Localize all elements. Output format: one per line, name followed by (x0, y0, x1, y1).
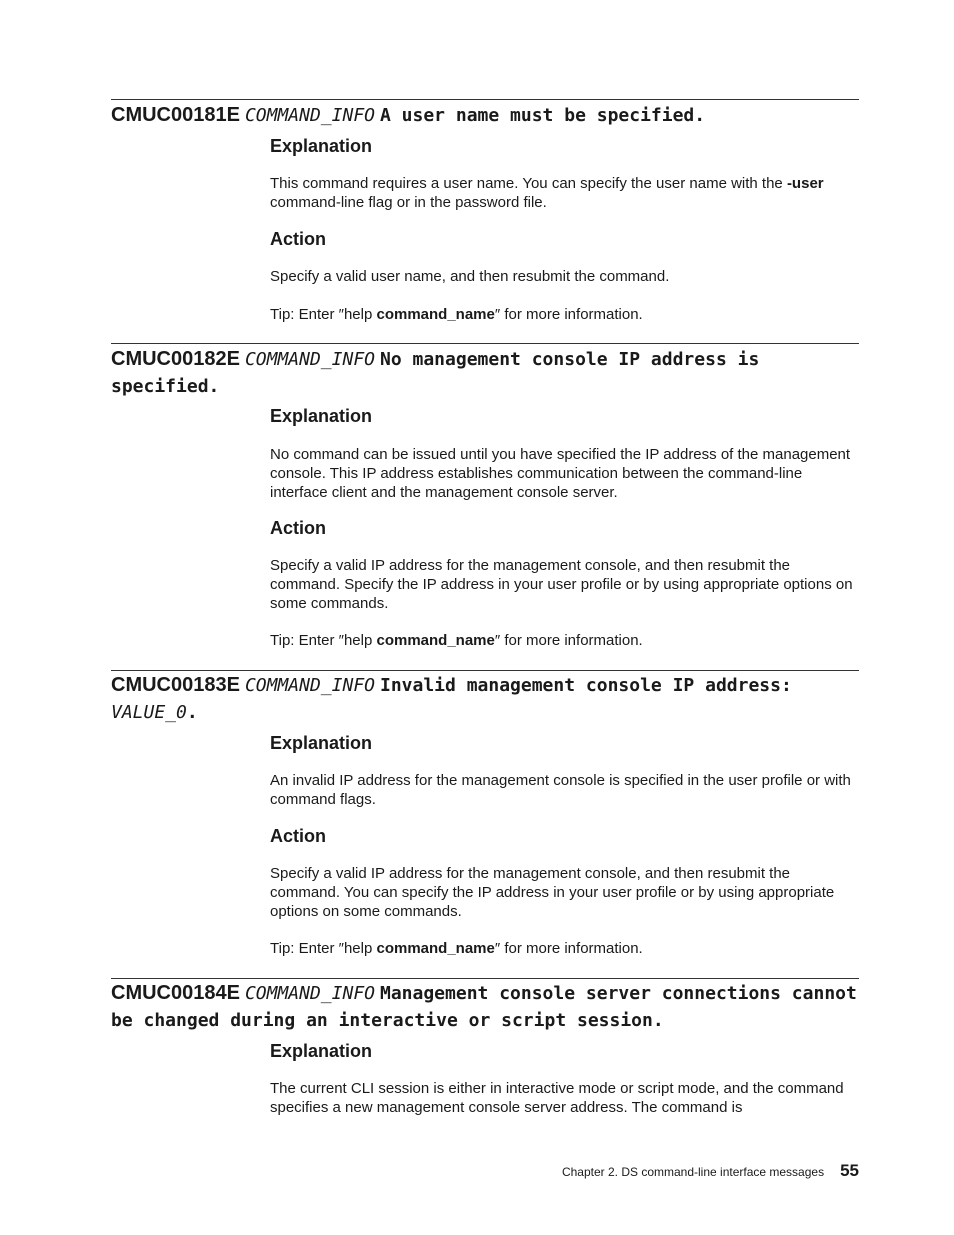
message-heading (111, 102, 859, 129)
action-text: Specify a valid user name, and then resubmit the command. (270, 268, 670, 285)
explanation-heading: Explanation (270, 1041, 373, 1061)
tip-suffix: ″ for more information. (494, 306, 643, 323)
action-text: Specify a valid IP address for the management console, and then resubmit the command. Specify the IP address in your user profile or by using appropriate options on some commands. (270, 557, 853, 612)
message-id: CMUC00182E (111, 348, 240, 370)
message-id: CMUC00184E (111, 982, 240, 1004)
explanation-text (270, 174, 862, 212)
message-text: Management console server connections cannot be changed during an interactive or script session. (111, 983, 857, 1031)
message-text: A user name must be specified. (380, 105, 706, 126)
action-text: Specify a valid IP address for the management console, and then resubmit the command. You can specify the IP address in your user profile or by using appropriate options on some commands. (270, 865, 835, 920)
message-period: . (186, 702, 198, 723)
tip-suffix: ″ for more information. (494, 632, 643, 649)
message-heading (111, 346, 859, 400)
page-footer (562, 1161, 859, 1182)
explanation-text: No command can be issued until you have specified the IP address of the management console. This IP address establishes communication between the command-line interface client and the management console server. (270, 446, 851, 501)
user-flag: -user (786, 175, 824, 192)
command-info-placeholder: COMMAND_INFO (244, 675, 375, 696)
tip-text (270, 305, 862, 324)
page-number: 55 (840, 1161, 859, 1180)
explanation-text-part: command-line flag or in the password file. (270, 194, 547, 211)
section-divider (111, 978, 859, 979)
message-text: Invalid management console IP address: (380, 675, 792, 696)
message-id: CMUC00183E (111, 674, 240, 696)
tip-suffix: ″ for more information. (494, 940, 643, 957)
command-info-placeholder: COMMAND_INFO (244, 349, 375, 370)
tip-prefix: Tip: Enter ″help (270, 306, 377, 323)
explanation-heading: Explanation (270, 136, 373, 156)
message-heading (111, 980, 859, 1034)
command-info-placeholder: COMMAND_INFO (244, 105, 375, 126)
tip-command-name: command_name (376, 632, 495, 649)
explanation-text: An invalid IP address for the management console is specified in the user profile or with command flags. (270, 772, 851, 808)
message-variable: VALUE_0 (111, 702, 187, 723)
tip-prefix: Tip: Enter ″help (270, 632, 377, 649)
tip-prefix: Tip: Enter ″help (270, 940, 377, 957)
action-heading: Action (270, 518, 326, 538)
message-heading (111, 672, 859, 726)
tip-command-name: command_name (376, 940, 495, 957)
tip-text (270, 631, 862, 650)
explanation-heading: Explanation (270, 733, 373, 753)
message-text: No management console IP address is specified. (111, 349, 760, 397)
tip-command-name: command_name (376, 306, 495, 323)
explanation-heading: Explanation (270, 406, 373, 426)
chapter-title: Chapter 2. DS command-line interface messages (561, 1165, 825, 1179)
section-divider (111, 670, 859, 671)
tip-text (270, 939, 862, 958)
section-divider (111, 343, 859, 344)
explanation-text: The current CLI session is either in interactive mode or script mode, and the command specifies a new management console server address. The command is (270, 1080, 844, 1116)
command-info-placeholder: COMMAND_INFO (244, 983, 375, 1004)
action-heading: Action (270, 826, 326, 846)
section-divider (111, 99, 859, 100)
message-id: CMUC00181E (111, 104, 240, 126)
action-heading: Action (270, 229, 326, 249)
explanation-text-part: This command requires a user name. You can specify the user name with the (270, 175, 787, 192)
